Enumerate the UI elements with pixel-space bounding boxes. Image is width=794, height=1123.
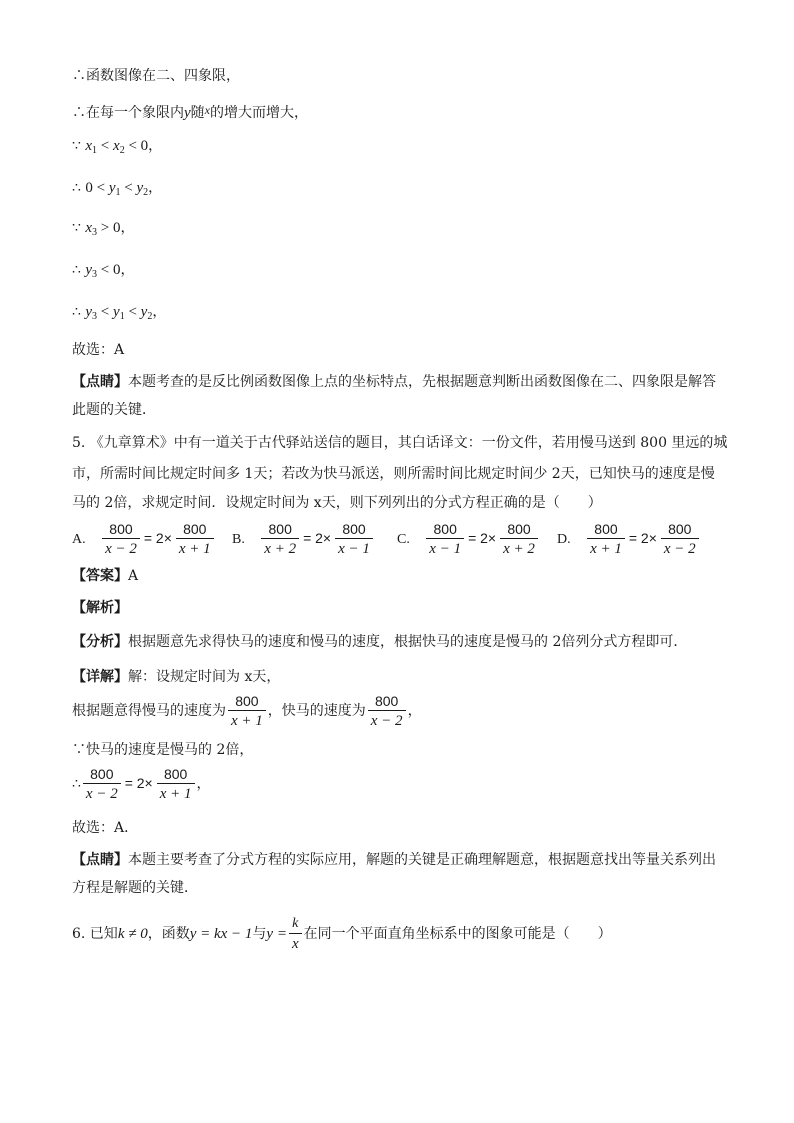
line-y1-y2: ∴ $0 < y_1 < y_2$， [72,180,163,198]
math-x1x2: $x_1 < x_2 < 0$ [85,138,149,156]
q5-dianjing-2: 方程是解题的关键． [72,880,198,896]
answer-tag: 【答案】 [72,568,128,584]
q5-stem-line-3: 马的 2倍，求规定时间．设规定时间为 x天，则下列列出的分式方程正确的是（ ） [72,495,602,511]
q6-stem: 6. 已知k ≠ 0，函数y = kx − 1与y = $\frac{k}{x}$ 在同一个平面直角坐标系中的图象可能是（ ） [72,916,612,952]
math-x3: $x_3 > 0$ [85,220,121,238]
q5-xiangjie: 【详解】解：设规定时间为 x天， [72,669,281,685]
q5-dianjing-1: 【点睛】本题主要考查了分式方程的实际应用，解题的关键是正确理解题意，根据题意找出等量关系列出 [72,852,716,868]
math-y3: $y_3 < 0$ [85,262,121,280]
fast-speed-fraction: $\frac{800}{x - 2}$ [368,692,406,730]
option-b[interactable]: B. $\frac{800}{x + 2}$ = 2× $\frac{800}{x - 1}$ [232,520,375,558]
dianjing-tag: 【点睛】 [72,374,128,390]
line-increasing: ∴在每一个象限内y随x的增大而增大， [72,103,308,121]
line-dianjing-1: 【点睛】本题考查的是反比例函数图像上点的坐标特点，先根据题意判断出函数图像在二、四象限是解答 [72,374,716,390]
q5-stem-line-1: 5. 《九章算术》中有一道关于古代驿站送信的题目，其白话译文：一份文件，若用慢马送到 800 里远的城 [72,435,728,451]
q5-speeds: 根据题意得慢马的速度为 $\frac{800}{x + 1}$ ，快马的速度为 $\frac{800}{x - 2}$ ， [72,693,422,729]
line-order: ∴ $y_3 < y_1 < y_2$， [72,304,167,322]
fenxi-tag: 【分析】 [72,634,128,650]
math-y1y2: $0 < y_1 < y_2$ [85,180,149,198]
q5-choose: 故选：A． [72,820,139,836]
line-quadrants: ∴函数图像在二、四象限， [72,68,240,84]
line-x1-x2: ∵ $x_1 < x_2 < 0$， [72,138,163,156]
slow-speed-fraction: $\frac{800}{x + 1}$ [228,692,266,730]
q5-stem-line-2: 市，所需时间比规定时间多 1天；若改为快马派送，则所需时间比规定时间少 2天，已知快马的速度是慢 [72,466,715,482]
line-x3: ∵ $x_3 > 0$， [72,220,135,238]
option-d[interactable]: D. $\frac{800}{x + 1}$ = 2× $\frac{800}{x - 2}$ [557,520,701,558]
math-order: $y_3 < y_1 < y_2$ [85,304,153,322]
q5-analysis-tag: 【解析】 [72,600,128,616]
xiangjie-tag: 【详解】 [72,669,128,685]
option-c[interactable]: C. $\frac{800}{x - 1}$ = 2× $\frac{800}{x + 2}$ [397,520,540,558]
q5-answer: 【答案】A [72,568,139,584]
dianjing-tag-2: 【点睛】 [72,852,128,868]
line-dianjing-2: 此题的关键． [72,402,156,418]
line-y3: ∴ $y_3 < 0$， [72,262,135,280]
q5-because: ∵快马的速度是慢马的 2倍， [72,742,254,758]
q5-fenxi: 【分析】根据题意先求得快马的速度和慢马的速度，根据快马的速度是慢马的 2倍列分式方程即可． [72,634,688,650]
line-choose-a: 故选：A [72,342,125,358]
option-a[interactable]: A. $\frac{800}{x - 2}$ = 2× $\frac{800}{x + 1}$ [72,520,216,558]
q5-equation: ∴ $\frac{800}{x - 2}$ = 2× $\frac{800}{x + 1}$ ， [72,766,211,802]
